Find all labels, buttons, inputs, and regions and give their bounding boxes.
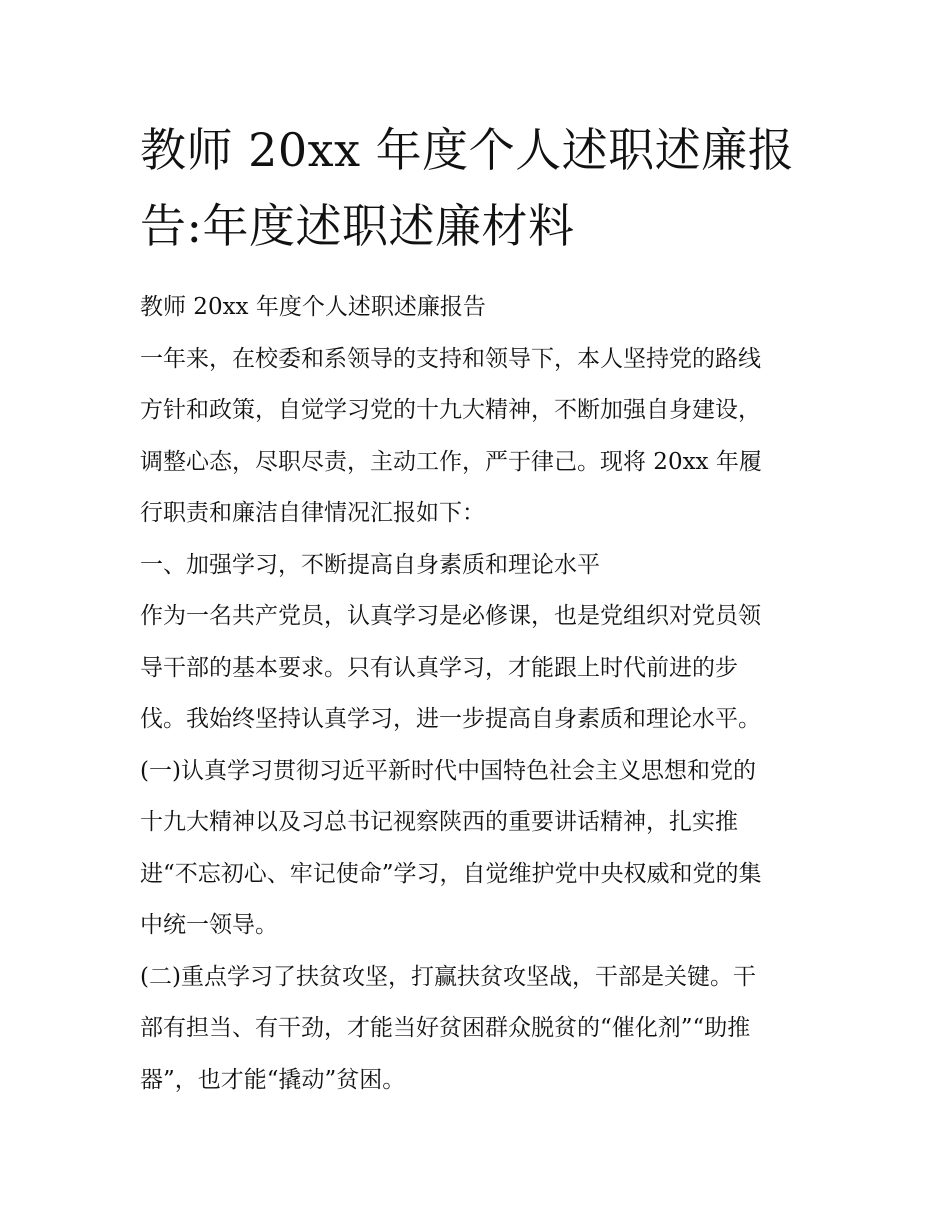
body-line: 器”，也才能“撬动”贫困。 xyxy=(140,1066,406,1093)
body-line: (二)重点学习了扶贫攻坚，打赢扶贫攻坚战，干部是关键。干 xyxy=(140,963,756,990)
body-line: 部有担当、有干劲，才能当好贫困群众脱贫的“催化剂”“助推 xyxy=(140,1015,751,1041)
document-body xyxy=(140,282,820,1106)
body-line: 导干部的基本要求。只有认真学习，才能跟上时代前进的步 xyxy=(140,654,738,681)
document-title xyxy=(140,112,820,264)
body-line: 调整心态，尽职尽责，主动工作，严于律己。现将 20xx 年履 xyxy=(140,448,762,475)
title-line-1: 教师 20xx 年度个人述职述廉报 xyxy=(140,123,795,177)
body-line: 进“不忘初心、牢记使命”学习，自觉维护党中央权威和党的集 xyxy=(140,860,762,887)
body-line: 行职责和廉洁自律情况汇报如下： xyxy=(140,500,485,526)
document-page xyxy=(140,112,820,1106)
body-line: (一)认真学习贯彻习近平新时代中国特色社会主义思想和党的 xyxy=(140,757,756,784)
body-line: 中统一领导。 xyxy=(140,912,278,938)
section-heading: 一、加强学习，不断提高自身素质和理论水平 xyxy=(140,551,600,578)
body-line: 方针和政策，自觉学习党的十九大精神，不断加强自身建设， xyxy=(140,397,761,423)
title-line-2: 告:年度述职述廉材料 xyxy=(140,199,575,253)
body-line: 伐。我始终坚持认真学习，进一步提高自身素质和理论水平。 xyxy=(140,706,761,732)
body-line: 作为一名共产党员，认真学习是必修课，也是党组织对党员领 xyxy=(140,603,761,629)
body-line: 一年来，在校委和系领导的支持和领导下，本人坚持党的路线 xyxy=(140,345,761,372)
body-line: 十九大精神以及习总书记视察陕西的重要讲话精神，扎实推 xyxy=(140,809,738,835)
body-line: 教师 20xx 年度个人述职述廉报告 xyxy=(140,294,486,320)
